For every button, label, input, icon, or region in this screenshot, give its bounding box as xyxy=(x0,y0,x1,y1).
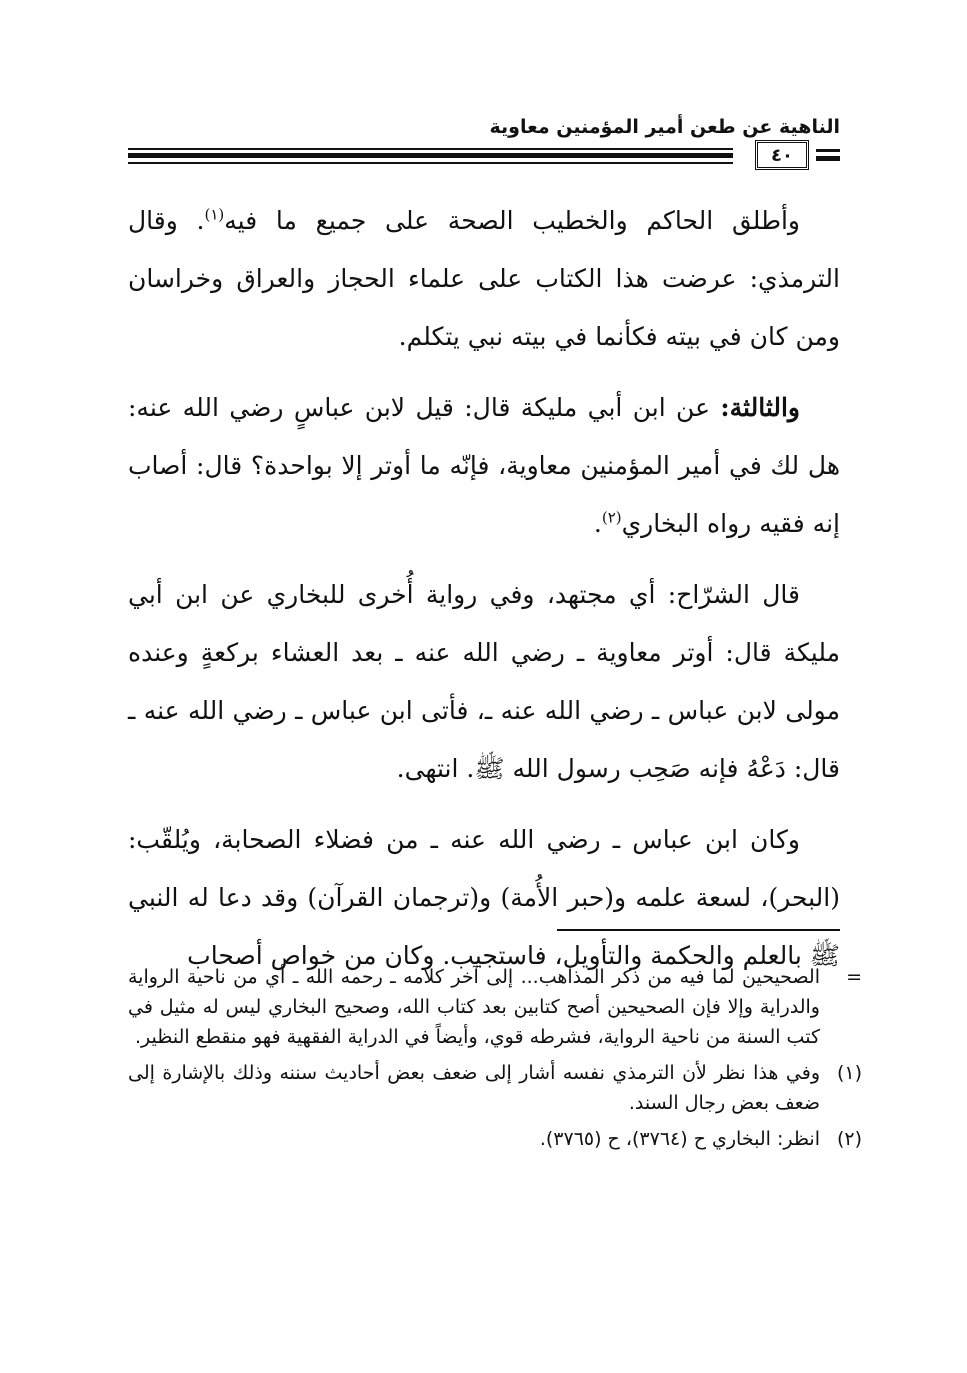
header-rule xyxy=(128,162,733,164)
footnote-1 xyxy=(128,1058,862,1118)
footnote-text: الصحيحين لما فيه من ذكر المذاهب... إلى آخر كلامه ـ رحمه الله ـ أي من ناحية الرواية والدراية وإلا فإن الصحيحين أصح كتابين بعد كتاب الله، وصحيح البخاري ليس له مثيل في كتب السنة من ناحية الرواية، فشرطه قوي، وأيضاً في الدراية الفقهية فهو منقطع النظير. xyxy=(128,966,820,1048)
paragraph-text: قال الشرّاح: أي مجتهد، وفي رواية أُخرى للبخاري عن ابن أبي مليكة قال: أوتر معاوية ـ رضي الله عنه ـ بعد العشاء بركعةٍ وعنده مولى لابن عباس ـ رضي الله عنه ـ، فأتى ابن عباس ـ رضي الله عنه ـ قال: دَعْهُ فإنه صَحِب رسول الله ﷺ. انتهى. xyxy=(128,580,840,783)
paragraph-text: . وقال الترمذي: عرضت هذا الكتاب على علماء الحجاز والعراق وخراسان ومن كان في بيته فكأنما في بيته نبي يتكلم. xyxy=(128,206,840,351)
header-rule xyxy=(128,153,733,158)
paragraph-text: وأطلق الحاكم والخطيب الصحة على جميع ما فيه xyxy=(224,206,800,235)
running-header xyxy=(128,112,840,178)
header-ornament xyxy=(816,156,840,161)
paragraph xyxy=(128,379,840,553)
footnote-continuation xyxy=(128,962,862,1052)
footnote-separator xyxy=(557,929,840,931)
header-rule xyxy=(128,148,733,150)
paragraph-text: وكان ابن عباس ـ رضي الله عنه ـ من فضلاء الصحابة، ويُلقّب: (البحر)، لسعة علمه و(حبر الأُمة) و(ترجمان القرآن) وقد دعا له النبي ﷺ بالعلم والحكمة والتأويل، فاستجيب. وكان من خواص أصحاب xyxy=(128,825,840,970)
footnote-mark: (١) xyxy=(836,1062,862,1084)
paragraph-text: عن ابن أبي مليكة قال: قيل لابن عباسٍ رضي الله عنه: هل لك في أمير المؤمنين معاوية، فإنّه ما أوتر إلا بواحدة؟ قال: أصاب إنه فقيه رواه البخاري xyxy=(128,393,840,538)
running-title: الناهية عن طعن أمير المؤمنين معاوية xyxy=(489,116,840,138)
footnote-text: وفي هذا نظر لأن الترمذي نفسه أشار إلى ضعف بعض أحاديث سننه وذلك بالإشارة إلى ضعف بعض رجال السند. xyxy=(128,1062,820,1114)
paragraph xyxy=(128,192,840,366)
footnote-reference: (١) xyxy=(204,205,225,224)
main-text xyxy=(128,192,840,998)
footnote-reference: (٢) xyxy=(601,508,622,527)
paragraph-text: . xyxy=(593,509,602,538)
header-ornament xyxy=(816,149,840,152)
footnotes xyxy=(128,962,862,1154)
footnote-2 xyxy=(128,1124,862,1154)
paragraph-lead: والثالثة: xyxy=(720,393,800,422)
footnote-mark: = xyxy=(846,966,862,988)
paragraph xyxy=(128,811,840,985)
paragraph xyxy=(128,566,840,798)
footnote-text: انظر: البخاري ح (٣٧٦٤)، ح (٣٧٦٥). xyxy=(539,1128,820,1150)
page-number: ٤٠ xyxy=(755,140,809,170)
footnote-mark: (٢) xyxy=(836,1128,862,1150)
